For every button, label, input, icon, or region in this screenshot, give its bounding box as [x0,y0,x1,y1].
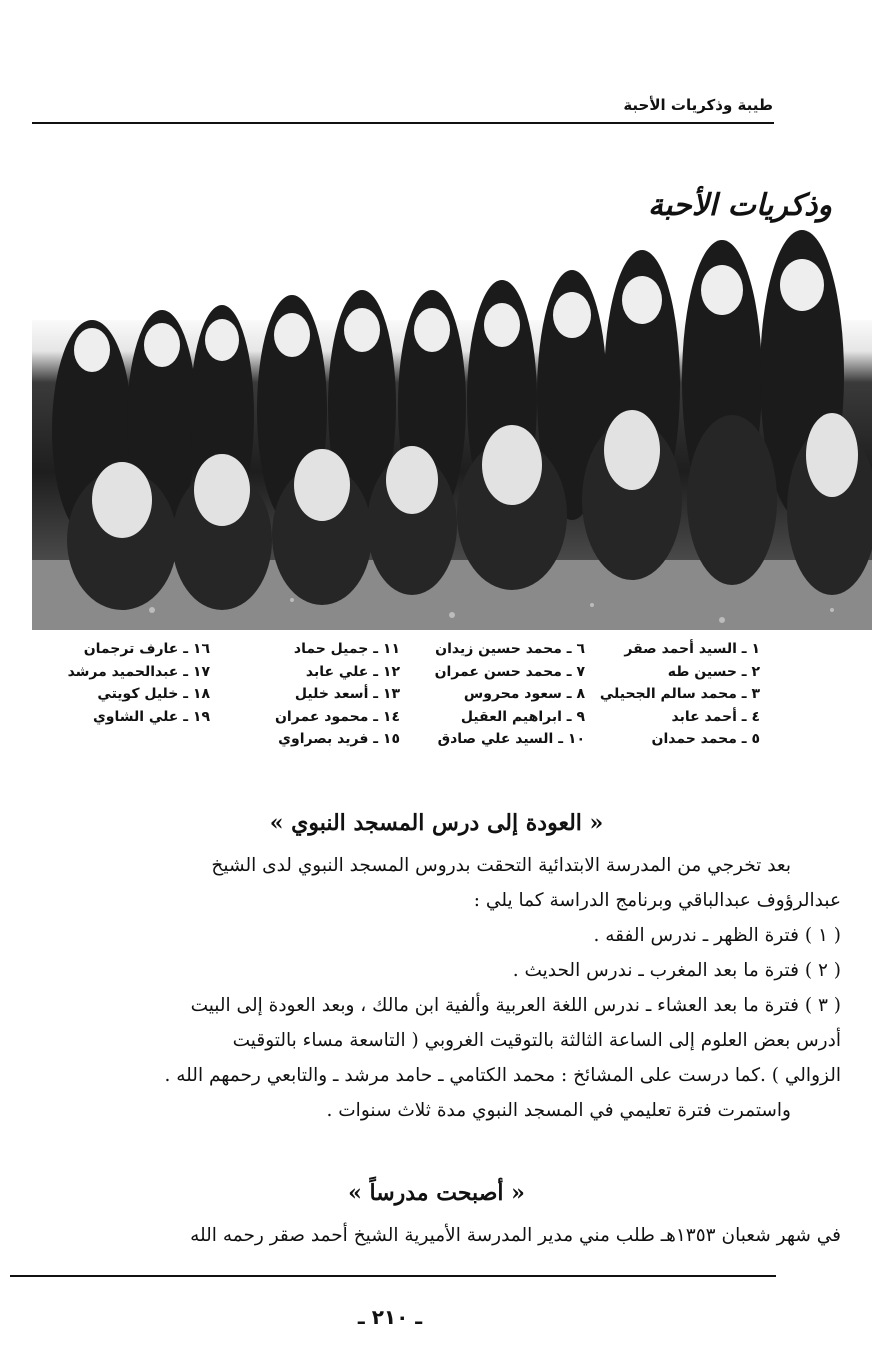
page-number: ـ ٢١٠ ـ [357,1305,423,1329]
name-item: ٧ ـ محمد حسن عمران [434,663,585,680]
name-item: ١٣ ـ أسعد خليل [294,686,400,702]
name-item: ٥ ـ محمد حمدان [651,731,760,747]
name-item: ١٥ ـ فريد بصراوي [278,731,400,747]
photo-caption: وذكريات الأحبة [648,188,832,223]
section-title-return-to-mosque: « العودة إلى درس المسجد النبوي » [269,810,604,836]
header-rule [32,122,774,124]
group-photo [32,180,872,630]
body-line: عبدالرؤوف عبدالباقي وبرنامج الدراسة كما يلي : [473,890,841,911]
group-photo-illustration [32,180,872,630]
section-title-became-teacher: « أصبحت مدرساً » [348,1180,525,1206]
name-item: ١١ ـ جميل حماد [293,641,400,657]
names-column-3 [275,638,400,751]
name-item: ١٧ ـ عبدالحميد مرشد [67,663,210,680]
name-item: ٦ ـ محمد حسين زيدان [435,641,585,657]
name-item: ١٢ ـ علي عابد [305,663,400,680]
body-line: بعد تخرجي من المدرسة الابتدائية التحقت بدروس المسجد النبوي لدى الشيخ [211,855,791,876]
name-item: ١٠ ـ السيد علي صادق [437,731,585,747]
name-item: ١ ـ السيد أحمد صقر [624,641,760,657]
name-item: ١٩ ـ علي الشاوي [92,708,210,725]
body-line: الزوالي ) .كما درست على المشائخ : محمد الكتامي ـ حامد مرشد ـ والتابعي رحمهم الله . [164,1065,841,1086]
name-item: ١٦ ـ عارف ترجمان [83,641,210,657]
name-item: ١٤ ـ محمود عمران [274,708,400,725]
name-item: ١٨ ـ خليل كويتي [97,686,210,702]
body-line: واستمرت فترة تعليمي في المسجد النبوي مدة ثلاث سنوات . [326,1100,791,1121]
names-column-2 [435,638,585,751]
name-item: ٢ ـ حسين طه [667,663,760,680]
name-item: ٣ ـ محمد سالم الجحيلي [599,686,760,702]
names-column-1 [600,638,760,751]
name-item: ٨ ـ سعود محروس [463,686,585,702]
body-line: في شهر شعبان ١٣٥٣هـ طلب مني مدير المدرسة الأميرية الشيخ أحمد صقر رحمه الله [190,1225,841,1246]
name-item: ٤ ـ أحمد عابد [671,708,760,725]
footer-rule [10,1275,776,1277]
body-line: ( ١ ) فترة الظهر ـ ندرس الفقه . [593,925,841,946]
names-legend [50,638,770,773]
name-item: ٩ ـ ابراهيم العقيل [460,708,585,725]
body-line: أدرس بعض العلوم إلى الساعة الثالثة بالتوقيت الغروبي ( التاسعة مساء بالتوقيت [232,1030,841,1051]
body-line: ( ٢ ) فترة ما بعد المغرب ـ ندرس الحديث . [512,960,841,981]
section-body-became-teacher [26,1218,841,1253]
running-header: طيبة وذكريات الأحبة [623,96,773,114]
names-column-4 [68,638,210,728]
body-line: ( ٣ ) فترة ما بعد العشاء ـ ندرس اللغة العربية وألفية ابن مالك ، وبعد العودة إلى البيت [190,995,841,1016]
section-body-return-to-mosque [26,848,841,1128]
